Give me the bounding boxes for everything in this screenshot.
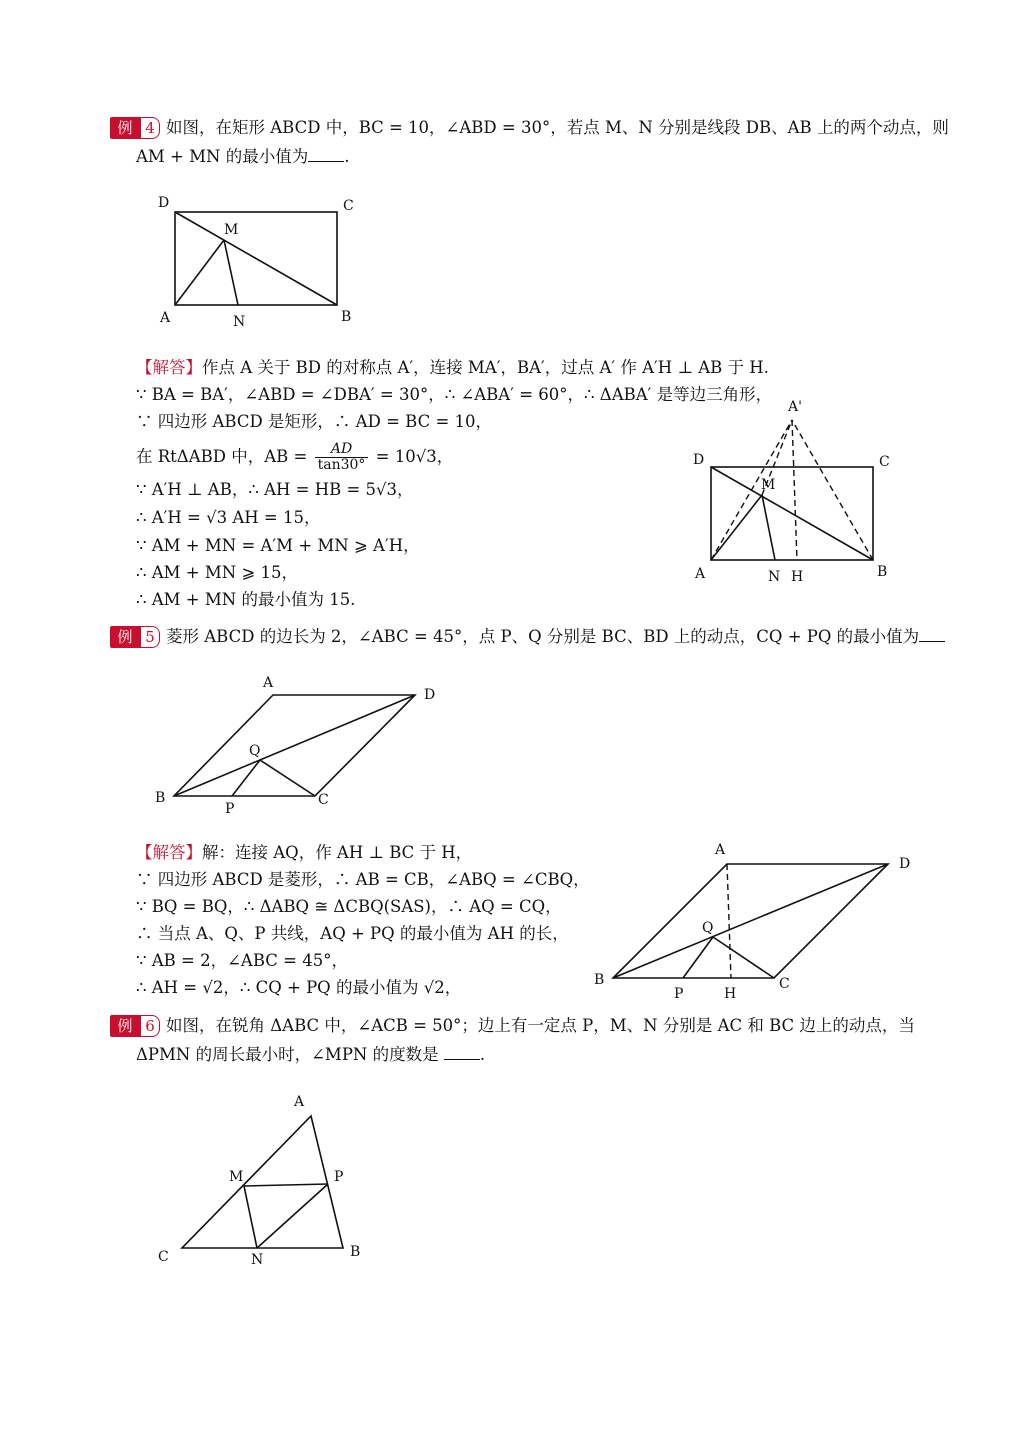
segment-qc (260, 760, 315, 796)
solution-text: 作点 A 关于 BD 的对称点 A′，连接 MA′，BA′，过点 A′ 作 A′H ⊥ AB 于 H. (202, 358, 769, 377)
point-label: A' (788, 399, 802, 415)
point-label: H (791, 569, 804, 585)
point-label: N (251, 1252, 264, 1268)
point-label: M (224, 222, 239, 238)
example-badge-number: 6 (140, 1015, 160, 1037)
example-4-badge (110, 117, 160, 139)
solution-text: 解：连接 AQ，作 AH ⊥ BC 于 H， (202, 843, 473, 862)
example-5-solution-line2: ∵ 四边形 ABCD 是菱形，∴ AB = CB，∠ABQ = ∠CBQ， (136, 870, 590, 889)
answer-blank (308, 147, 344, 162)
point-label: D (424, 687, 436, 703)
example-5-question-line1 (166, 626, 945, 648)
rectangle-abcd (175, 212, 337, 305)
point-label: C (318, 792, 329, 808)
example-badge-label: 例 (110, 1015, 140, 1037)
example-4-solution-line9: ∴ AM + MN 的最小值为 15. (136, 590, 356, 609)
example-4-solution-line1 (136, 357, 769, 379)
point-label: N (233, 314, 246, 330)
rhombus-abcd (174, 695, 415, 796)
diagonal-bd (174, 695, 415, 796)
point-label: P (674, 986, 684, 1002)
dashed-ah (727, 864, 731, 978)
point-label: D (899, 856, 911, 872)
example-4-solution-line4 (136, 440, 453, 474)
diagonal-bd (613, 864, 888, 978)
example-badge-number: 5 (140, 626, 160, 648)
point-label: C (879, 454, 890, 470)
point-label: B (155, 790, 166, 806)
point-label: H (724, 986, 737, 1002)
question-end: . (344, 147, 350, 166)
example-6-question-line1: 如图，在锐角 ΔABC 中，∠ACB = 50°；边上有一定点 P，M、N 分别是 AC 和 BC 边上的动点，当 (166, 1016, 915, 1035)
dashed-ba-prime (792, 420, 873, 560)
question-text: 菱形 ABCD 的边长为 2，∠ABC = 45°，点 P、Q 分别是 BC、BD 上的动点，CQ + PQ 的最小值为 (166, 627, 920, 646)
dashed-aa-prime (711, 420, 792, 560)
example-5-solution-line5: ∵ AB = 2，∠ABC = 45°， (136, 951, 348, 970)
point-label: N (768, 569, 781, 585)
example-badge-label: 例 (110, 117, 140, 139)
diagonal-db (711, 467, 873, 560)
point-label: Q (249, 743, 261, 759)
rectangle-abcd (711, 467, 873, 560)
example-badge-label: 例 (110, 626, 140, 648)
segment-am (711, 495, 762, 560)
point-label: A (294, 1094, 305, 1110)
segment-qc (713, 937, 774, 978)
segment-pn (257, 1184, 328, 1248)
point-label: A (695, 566, 706, 582)
solution-tag: 【解答】 (136, 843, 202, 862)
segment-mn (224, 240, 238, 305)
example-5-solution-line4: ∴ 当点 A、Q、P 共线，AQ + PQ 的最小值为 AH 的长， (136, 924, 569, 943)
example-4-solution-line7: ∵ AM + MN = A′M + MN ⩾ A′H， (136, 536, 420, 555)
solution-text: = 10√3， (375, 447, 454, 466)
point-label: P (225, 801, 235, 817)
example-6-question-line2 (136, 1044, 485, 1066)
solution-text: 在 RtΔABD 中，AB = (136, 447, 308, 466)
segment-mp (244, 1184, 328, 1186)
example-badge-number: 4 (140, 117, 160, 139)
example-4-solution-line2: ∵ BA = BA′，∠ABD = ∠DBA′ = 30°，∴ ∠ABA′ = 60°，∴ ΔABA′ 是等边三角形， (136, 385, 773, 404)
point-label: B (350, 1244, 361, 1260)
segment-am (175, 240, 224, 305)
segment-qp (232, 760, 260, 796)
example-5-solution-line6: ∴ AH = √2，∴ CQ + PQ 的最小值为 √2， (136, 978, 462, 997)
solution-tag: 【解答】 (136, 358, 202, 377)
point-label: D (693, 452, 705, 468)
point-label: D (158, 195, 170, 211)
point-label: A (160, 310, 171, 326)
example-4-solution-line3: ∵ 四边形 ABCD 是矩形，∴ AD = BC = 10， (136, 412, 493, 431)
point-label: B (877, 564, 888, 580)
point-label: C (343, 198, 354, 214)
question-end: . (479, 1045, 486, 1064)
segment-qp (683, 937, 713, 978)
fraction (315, 442, 369, 473)
point-label: C (158, 1249, 169, 1265)
fraction-denominator: tan30° (317, 457, 366, 473)
dashed-ma-prime (762, 420, 792, 495)
dashed-a-prime-h (792, 420, 797, 560)
example-5-solution-line1 (136, 842, 472, 864)
point-label: P (334, 1169, 344, 1185)
point-label: M (761, 477, 776, 493)
example-4-solution-line6: ∴ A′H = √3 AH = 15， (136, 508, 321, 527)
example-5-solution-line3: ∵ BQ = BQ，∴ ΔABQ ≅ ΔCBQ(SAS)，∴ AQ = CQ， (136, 897, 562, 916)
question-text: ΔPMN 的周长最小时，∠MPN 的度数是 (136, 1045, 439, 1064)
segment-mn (762, 495, 775, 560)
answer-blank (919, 627, 945, 642)
question-text: AM + MN 的最小值为 (136, 147, 309, 166)
example-4-solution-line5: ∵ A′H ⊥ AB，∴ AH = HB = 5√3， (136, 480, 414, 499)
point-label: Q (702, 920, 714, 936)
example-4-solution-line8: ∴ AM + MN ⩾ 15， (136, 563, 299, 582)
example-5-badge (110, 626, 160, 648)
point-label: B (341, 309, 352, 325)
diagonal-db (175, 212, 337, 305)
example-4-question-line1: 如图，在矩形 ABCD 中，BC = 10，∠ABD = 30°，若点 M、N 分别是线段 DB、AB 上的两个动点，则 (166, 118, 949, 137)
point-label: A (263, 675, 274, 691)
answer-blank (444, 1045, 480, 1060)
point-label: B (594, 972, 605, 988)
point-label: C (779, 976, 790, 992)
point-label: M (229, 1169, 244, 1185)
example-4-question-line2 (136, 146, 349, 168)
point-label: A (715, 842, 726, 858)
rhombus-abcd (613, 864, 888, 978)
triangle-abc (182, 1116, 343, 1248)
segment-mn (244, 1186, 257, 1248)
fraction-numerator: AD (315, 442, 369, 458)
example-6-badge (110, 1015, 160, 1037)
